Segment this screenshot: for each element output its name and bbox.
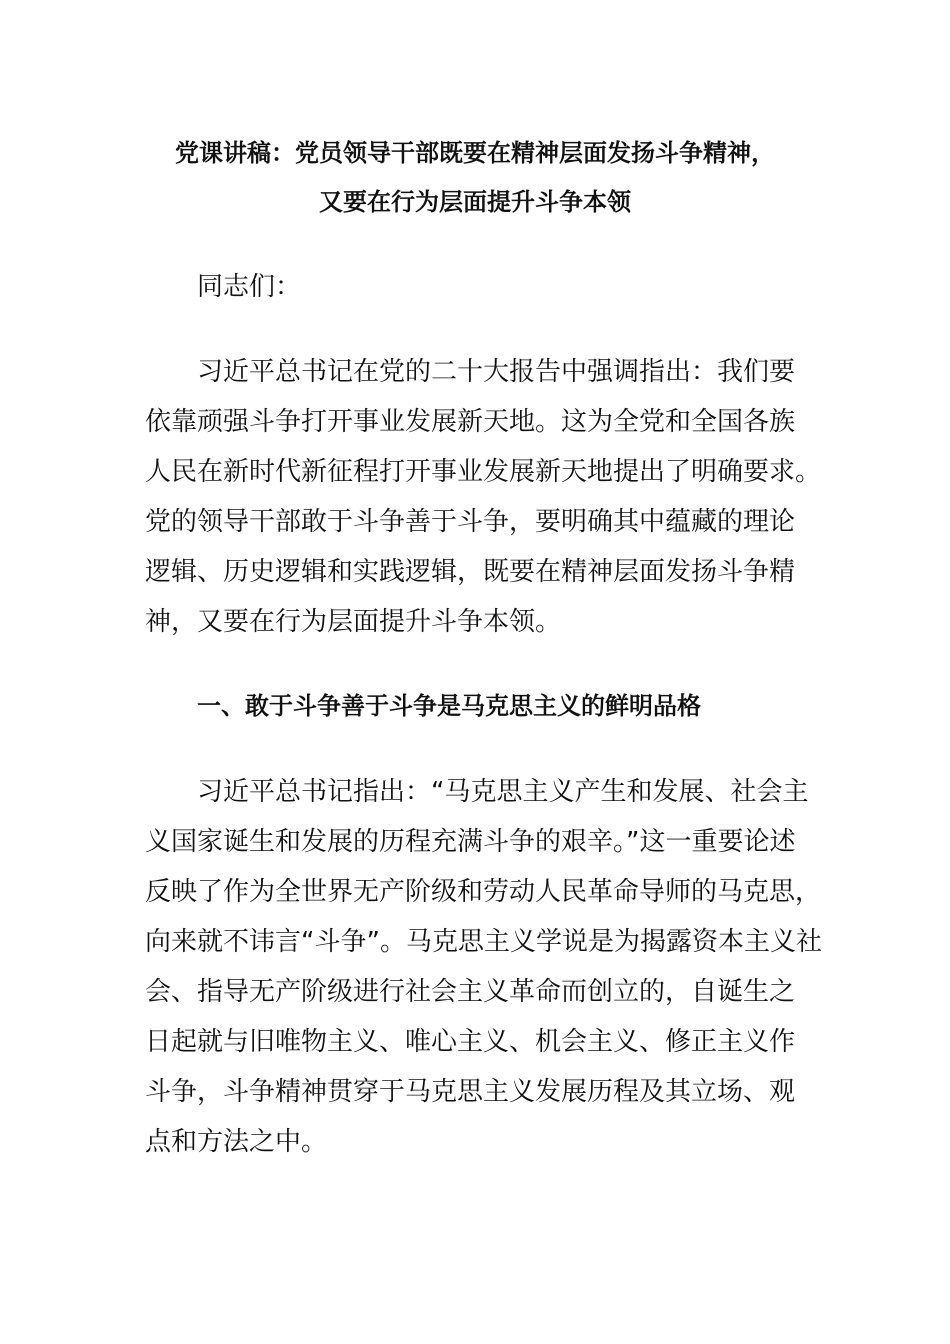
paragraph-line: 向来就不讳言“斗争”。马克思主义学说是为揭露资本主义社: [145, 927, 822, 957]
paragraph-line: 依靠顽强斗争打开事业发展新天地。这为全党和全国各族: [145, 407, 796, 437]
paragraph-line: 习近平总书记指出：“马克思主义产生和发展、社会主: [197, 777, 809, 807]
paragraph-line: 反映了作为全世界无产阶级和劳动人民革命导师的马克思，: [145, 877, 822, 907]
paragraph-1: [145, 347, 822, 647]
paragraph-line: 人民在新时代新征程打开事业发展新天地提出了明确要求。: [145, 457, 822, 487]
document-title-line-1: 党课讲稿：党员领导干部既要在精神层面发扬斗争精神，: [175, 139, 775, 167]
salutation-text: 同志们：: [197, 272, 302, 302]
paragraph-2: [145, 767, 822, 1167]
paragraph-line: 斗争，斗争精神贯穿于马克思主义发展历程及其立场、观: [145, 1077, 796, 1107]
paragraph-line: 日起就与旧唯物主义、唯心主义、机会主义、修正主义作: [145, 1027, 796, 1057]
paragraph-line: 神，又要在行为层面提升斗争本领。: [145, 607, 562, 637]
paragraph-line: 点和方法之中。: [145, 1127, 328, 1157]
paragraph-line: 义国家诞生和发展的历程充满斗争的艰辛。”这一重要论述: [145, 827, 796, 857]
section-heading-1: 一、敢于斗争善于斗争是马克思主义的鲜明品格: [197, 692, 701, 720]
paragraph-line: 会、指导无产阶级进行社会主义革命而创立的，自诞生之: [145, 977, 796, 1007]
paragraph-line: 逻辑、历史逻辑和实践逻辑，既要在精神层面发扬斗争精: [145, 557, 796, 587]
paragraph-line: 党的领导干部敢于斗争善于斗争，要明确其中蕴藏的理论: [145, 507, 796, 537]
salutation: [145, 262, 805, 312]
paragraph-line: 习近平总书记在党的二十大报告中强调指出：我们要: [197, 357, 796, 387]
document-title-line-2: 又要在行为层面提升斗争本领: [319, 188, 631, 216]
